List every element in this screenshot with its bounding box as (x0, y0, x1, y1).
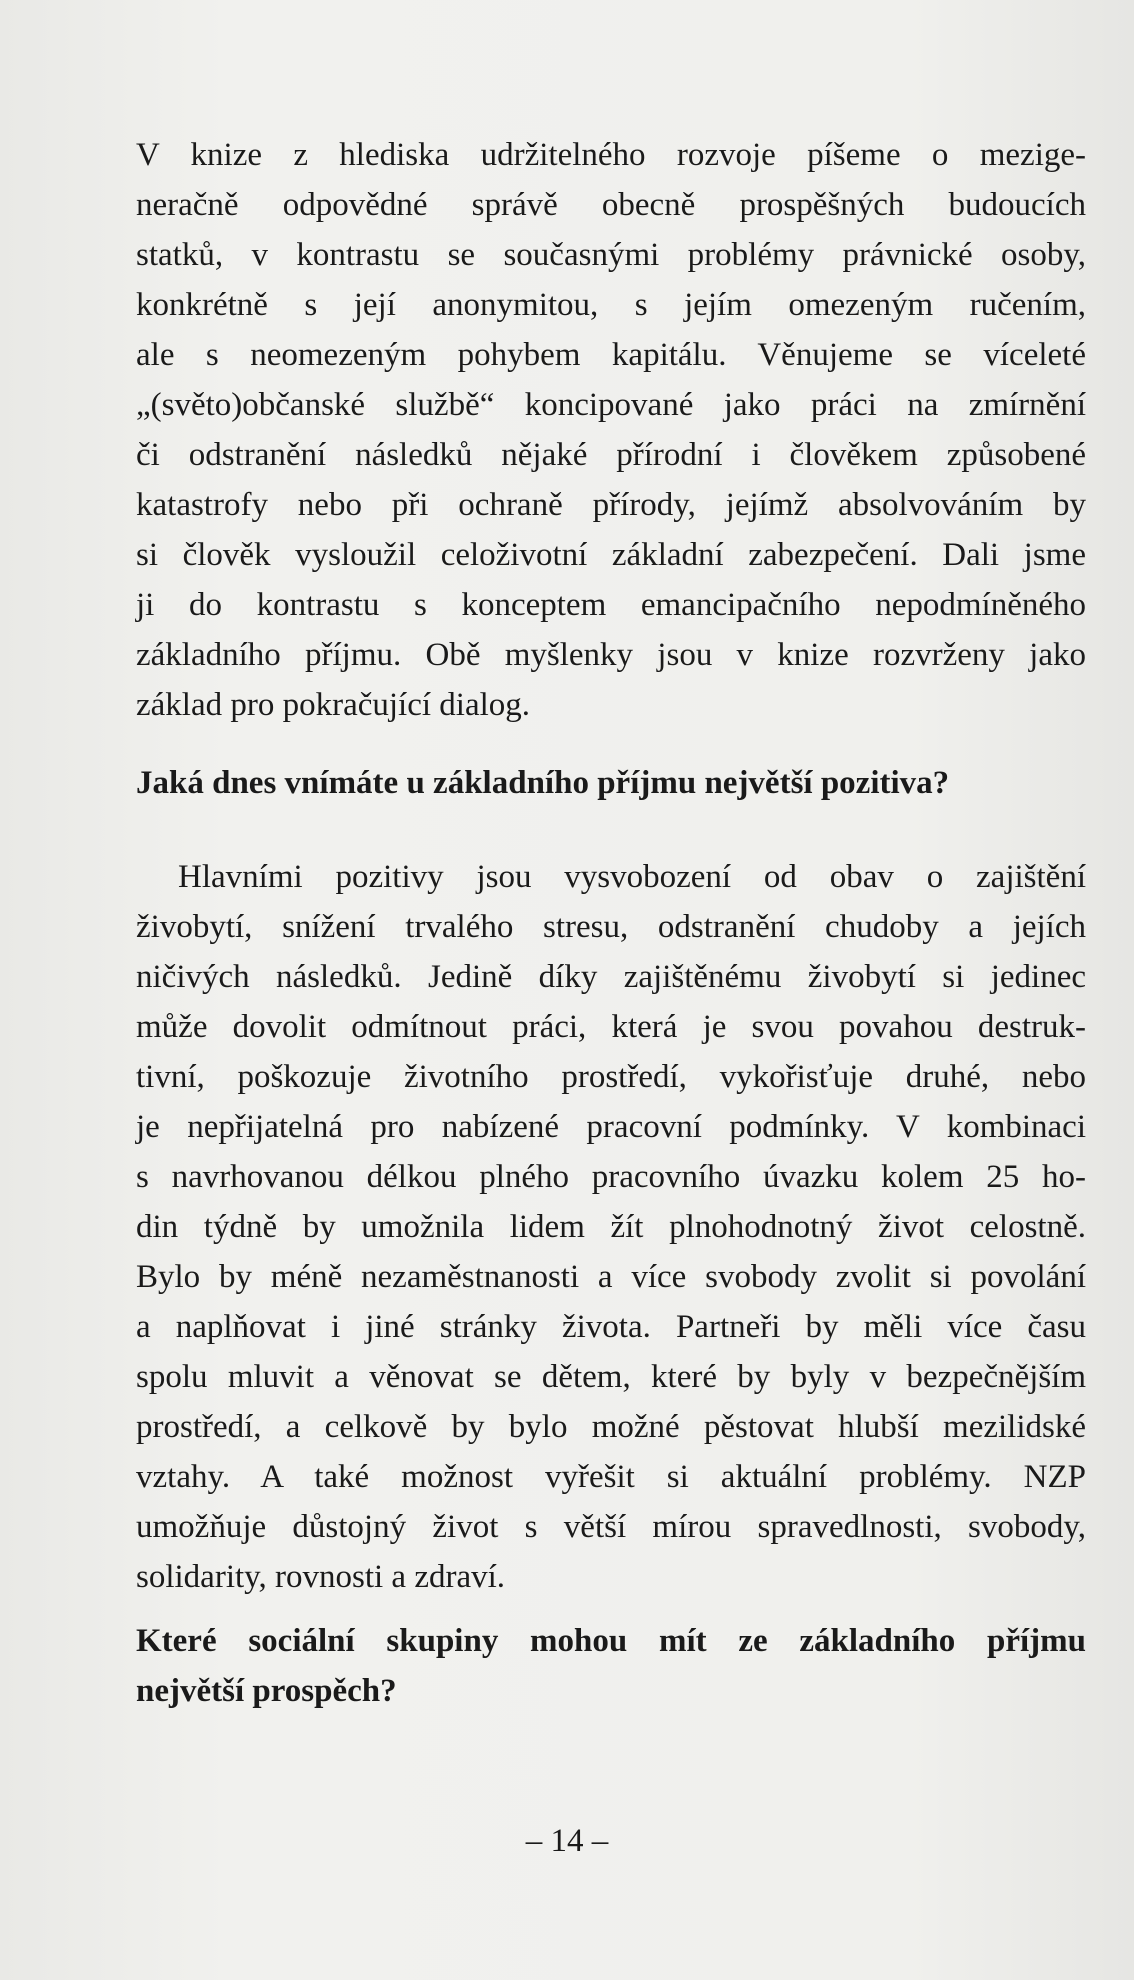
question-heading-2 (136, 1616, 1086, 1716)
page-number: – 14 – (525, 1823, 609, 1859)
paragraph-line: může dovolit odmítnout práci, která je svou povahou destruk- (136, 1009, 1086, 1045)
paragraph-line: s navrhovanou délkou plného pracovního úvazku kolem 25 ho- (136, 1159, 1086, 1195)
paragraph-line: či odstranění následků nějaké přírodní i člověkem způsobené (136, 437, 1086, 473)
paragraph-line: ale s neomezeným pohybem kapitálu. Věnujeme se víceleté (136, 337, 1086, 373)
paragraph-line: katastrofy nebo při ochraně přírody, jejímž absolvováním by (136, 487, 1086, 523)
paragraph-line: je nepřijatelná pro nabízené pracovní podmínky. V kombinaci (136, 1109, 1086, 1145)
paragraph-line: solidarity, rovnosti a zdraví. (136, 1559, 506, 1595)
question-line: Které sociální skupiny mohou mít ze základního příjmu (136, 1623, 1086, 1659)
paragraph-line: Bylo by méně nezaměstnanosti a více svobody zvolit si povolání (136, 1259, 1086, 1295)
paragraph-line: a naplňovat i jiné stránky života. Partneři by měli více času (136, 1309, 1086, 1345)
paragraph-line: Hlavními pozitivy jsou vysvobození od obav o zajištění (178, 859, 1086, 895)
paragraph-line: konkrétně s její anonymitou, s jejím omezeným ručením, (136, 287, 1086, 323)
paragraph-line: umožňuje důstojný život s větší mírou spravedlnosti, svobody, (136, 1509, 1086, 1545)
paragraph-line: din týdně by umožnila lidem žít plnohodnotný život celostně. (136, 1209, 1086, 1245)
question-heading-1 (136, 758, 1086, 808)
question-line: největší prospěch? (136, 1673, 397, 1709)
paragraph-line: V knize z hlediska udržitelného rozvoje píšeme o mezige- (136, 137, 1086, 173)
paragraph-line: vztahy. A také možnost vyřešit si aktuální problémy. NZP (136, 1459, 1086, 1495)
paragraph-line: tivní, poškozuje životního prostředí, vykořisťuje druhé, nebo (136, 1059, 1086, 1095)
question-line: Jaká dnes vnímáte u základního příjmu největší pozitiva? (136, 765, 950, 801)
paragraph-line: spolu mluvit a věnovat se dětem, které by byly v bezpečnějším (136, 1359, 1086, 1395)
paragraph-line: živobytí, snížení trvalého stresu, odstranění chudoby a jejích (136, 909, 1086, 945)
paragraph-line: ji do kontrastu s konceptem emancipačního nepodmíněného (136, 587, 1086, 623)
paragraph-line: statků, v kontrastu se současnými problémy právnické osoby, (136, 237, 1086, 273)
paragraph-line: si člověk vysloužil celoživotní základní zabezpečení. Dali jsme (136, 537, 1086, 573)
paragraph-answer (136, 852, 1086, 1602)
paragraph-line: ničivých následků. Jedině díky zajištěnému živobytí si jedinec (136, 959, 1086, 995)
paragraph-line: prostředí, a celkově by bylo možné pěstovat hlubší mezilidské (136, 1409, 1086, 1445)
paragraph-line: základ pro pokračující dialog. (136, 687, 531, 723)
paragraph-line: neračně odpovědné správě obecně prospěšných budoucích (136, 187, 1086, 223)
paragraph-line: „(světo)občanské službě“ koncipované jako práci na zmírnění (136, 387, 1086, 423)
paragraph-intro (136, 130, 1086, 730)
paragraph-line: základního příjmu. Obě myšlenky jsou v knize rozvrženy jako (136, 637, 1086, 673)
